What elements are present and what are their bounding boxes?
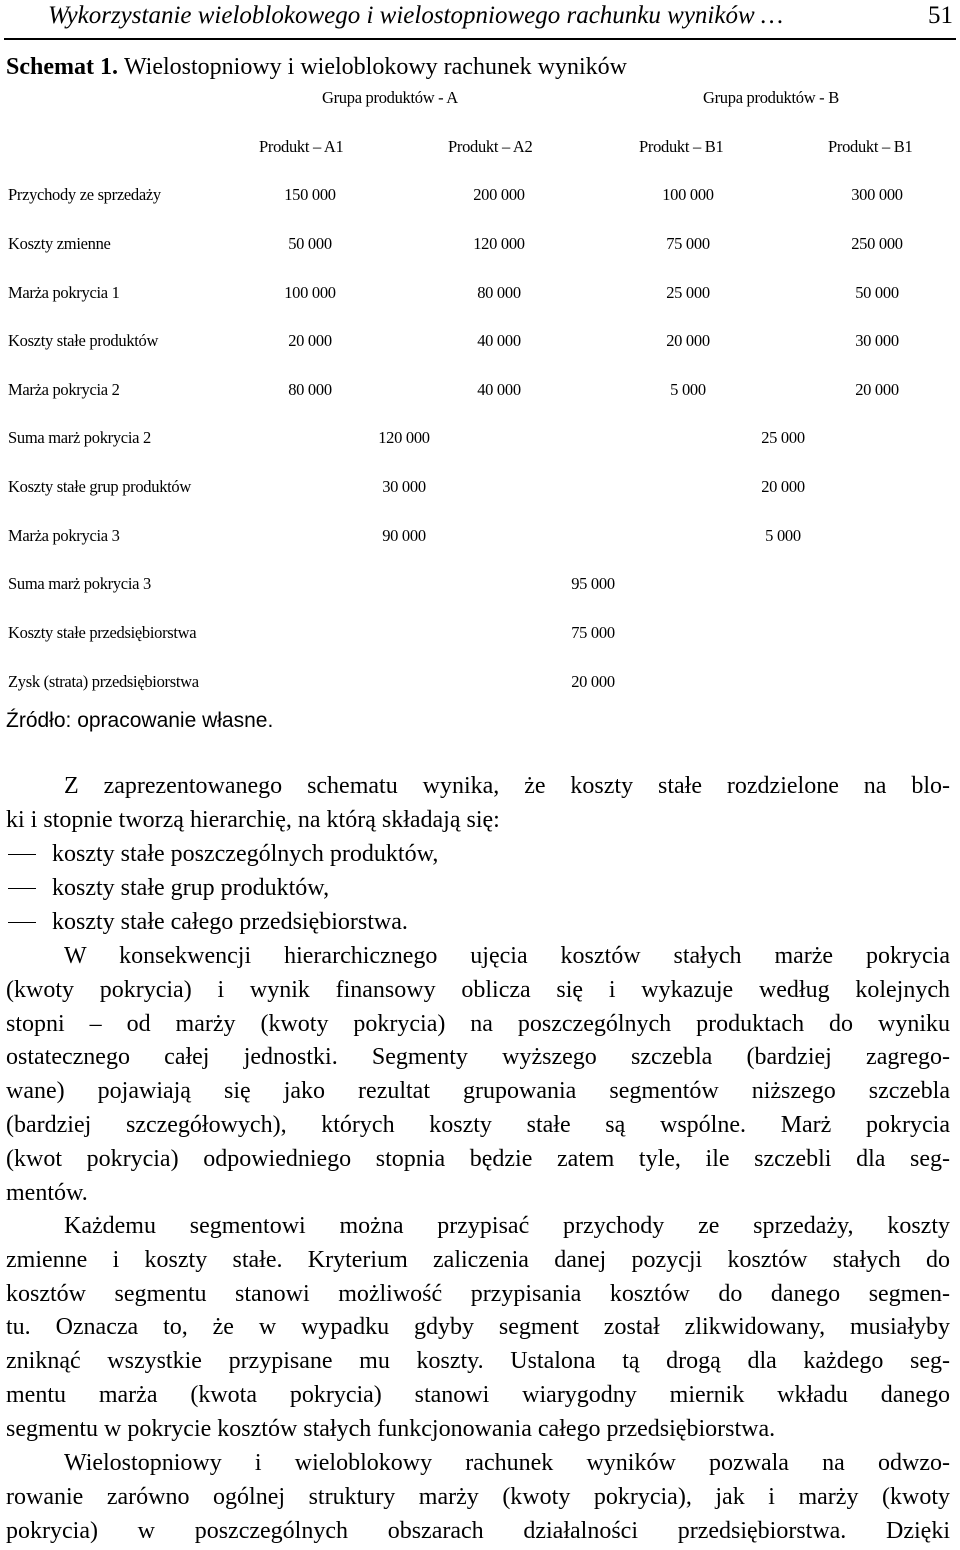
row-label: Koszty stałe przedsiębiorstwa xyxy=(8,623,197,642)
row-value: 20 000 xyxy=(761,477,805,496)
product-header: Produkt – A2 xyxy=(448,137,533,156)
header-rule xyxy=(4,38,956,40)
row-label: Koszty stałe produktów xyxy=(8,331,159,350)
list-item-text: koszty stałe grup produktów, xyxy=(52,874,330,901)
row-value: 30 000 xyxy=(382,477,426,496)
list-item xyxy=(6,906,438,940)
product-header: Produkt – B1 xyxy=(639,137,724,156)
text-line: mentu marża (kwota pokrycia) stanowi wiarygodny miernik wkładu danego xyxy=(6,1381,950,1408)
text-line: segmentu w pokrycie kosztów stałych funkcjonowania całego przedsiębiorstwa. xyxy=(6,1415,776,1442)
row-value: 25 000 xyxy=(666,283,710,302)
row-value: 20 000 xyxy=(288,331,332,350)
list-item xyxy=(6,872,438,906)
running-header xyxy=(48,2,953,34)
product-header: Produkt – B1 xyxy=(828,137,913,156)
text-line: Wielostopniowy i wieloblokowy rachunek wyników pozwala na odwzo- xyxy=(64,1450,950,1476)
text-line: Z zaprezentowanego schematu wynika, że koszty stałe rozdzielone na blo- xyxy=(64,773,950,799)
text-line: zmienne i koszty stałe. Kryterium zaliczenia danej pozycji kosztów stałych do xyxy=(6,1246,950,1273)
row-value: 95 000 xyxy=(571,574,615,593)
row-value: 40 000 xyxy=(477,380,521,399)
figure-caption-label: Schemat 1. xyxy=(6,54,118,80)
running-header-title: Wykorzystanie wieloblokowego i wielostopniowego rachunku wyników … xyxy=(48,2,784,29)
figure-caption xyxy=(6,54,627,81)
text-line: rowanie zarówno ogólnej struktury marży (kwoty pokrycia), jak i marży (kwoty xyxy=(6,1483,950,1510)
figure-source-note: Źródło: opracowanie własne. xyxy=(6,709,274,732)
row-value: 80 000 xyxy=(288,380,332,399)
group-a-header: Grupa produktów - A xyxy=(322,88,458,107)
text-line: W konsekwencji hierarchicznego ujęcia kosztów stałych marże pokrycia xyxy=(64,943,950,969)
row-value: 250 000 xyxy=(851,234,903,253)
row-value: 120 000 xyxy=(473,234,525,253)
text-line: tu. Oznacza to, że w wypadku gdyby segment został zlikwidowany, musiałyby xyxy=(6,1314,950,1341)
text-line: stopni – od marży (kwoty pokrycia) na poszczególnych produktach do wyniku xyxy=(6,1010,950,1037)
row-value: 50 000 xyxy=(855,283,899,302)
row-value: 50 000 xyxy=(288,234,332,253)
row-value: 100 000 xyxy=(662,185,714,204)
text-line: (bardziej szczegółowych), których koszty stałe są wspólne. Marż pokrycia xyxy=(6,1111,950,1138)
row-value: 25 000 xyxy=(761,428,805,447)
figure-caption-text: Wielostopniowy i wieloblokowy rachunek wyników xyxy=(123,54,627,80)
row-value: 90 000 xyxy=(382,526,426,545)
intro-paragraph xyxy=(6,703,950,838)
row-label: Suma marż pokrycia 3 xyxy=(8,574,151,593)
list-item-text: koszty stałe poszczególnych produktów, xyxy=(52,841,439,867)
text-line: (kwot pokrycia) odpowiedniego stopnia będzie zatem tyle, ile szczebli dla seg- xyxy=(6,1145,950,1172)
row-label: Suma marż pokrycia 2 xyxy=(8,428,151,447)
product-header: Produkt – A1 xyxy=(259,137,344,156)
text-line: mentów. xyxy=(6,1179,88,1206)
row-value: 20 000 xyxy=(666,331,710,350)
group-b-header: Grupa produktów - B xyxy=(703,88,839,107)
text-line: ki i stopnie tworzą hierarchię, na którą składają się: xyxy=(6,806,500,833)
row-value: 200 000 xyxy=(473,185,525,204)
text-line: pokrycia) w poszczególnych obszarach działalności przedsiębiorstwa. Dzięki xyxy=(6,1517,950,1544)
row-value: 30 000 xyxy=(855,331,899,350)
row-label: Marża pokrycia 3 xyxy=(8,526,120,545)
text-line: (kwoty pokrycia) i wynik finansowy oblicza się i wykazuje według kolejnych xyxy=(6,976,950,1003)
row-label: Koszty zmienne xyxy=(8,234,111,253)
paragraph-1 xyxy=(6,940,950,1210)
row-value: 75 000 xyxy=(666,234,710,253)
row-label: Koszty stałe grup produktów xyxy=(8,477,191,496)
dash-bullet xyxy=(8,854,36,855)
text-line: wane) pojawiają się jako rezultat grupowania segmentów niższego szczebla xyxy=(6,1078,950,1105)
row-value: 80 000 xyxy=(477,283,521,302)
cost-hierarchy-list xyxy=(6,838,438,939)
text-line: Każdemu segmentowi można przypisać przychody ze sprzedaży, koszty xyxy=(64,1213,950,1239)
row-value: 75 000 xyxy=(571,623,615,642)
text-line: ostatecznego całej jednostki. Segmenty wyższego szczebla (bardziej zagrego- xyxy=(6,1044,950,1071)
list-item-text: koszty stałe całego przedsiębiorstwa. xyxy=(52,908,408,935)
paragraph-2 xyxy=(6,1210,950,1447)
row-value: 5 000 xyxy=(765,526,801,545)
row-label: Zysk (strata) przedsiębiorstwa xyxy=(8,672,199,691)
row-value: 40 000 xyxy=(477,331,521,350)
row-value: 120 000 xyxy=(378,428,430,447)
text-line: zniknąć wszystkie przypisane mu koszty. Ustalona tą drogą dla każdego seg- xyxy=(6,1348,950,1375)
row-label: Przychody ze sprzedaży xyxy=(8,185,161,204)
dash-bullet xyxy=(8,888,36,889)
list-item xyxy=(6,838,438,872)
row-value: 300 000 xyxy=(851,185,903,204)
text-line: kosztów segmentu stanowi możliwość przypisania kosztów do danego segmen- xyxy=(6,1280,950,1307)
paragraph-3 xyxy=(6,1447,950,1548)
row-value: 150 000 xyxy=(284,185,336,204)
row-label: Marża pokrycia 2 xyxy=(8,380,120,399)
row-value: 100 000 xyxy=(284,283,336,302)
row-value: 20 000 xyxy=(571,672,615,691)
dash-bullet xyxy=(8,922,36,923)
row-value: 5 000 xyxy=(670,380,706,399)
row-label: Marża pokrycia 1 xyxy=(8,283,120,302)
row-value: 20 000 xyxy=(855,380,899,399)
page-number: 51 xyxy=(928,2,953,29)
